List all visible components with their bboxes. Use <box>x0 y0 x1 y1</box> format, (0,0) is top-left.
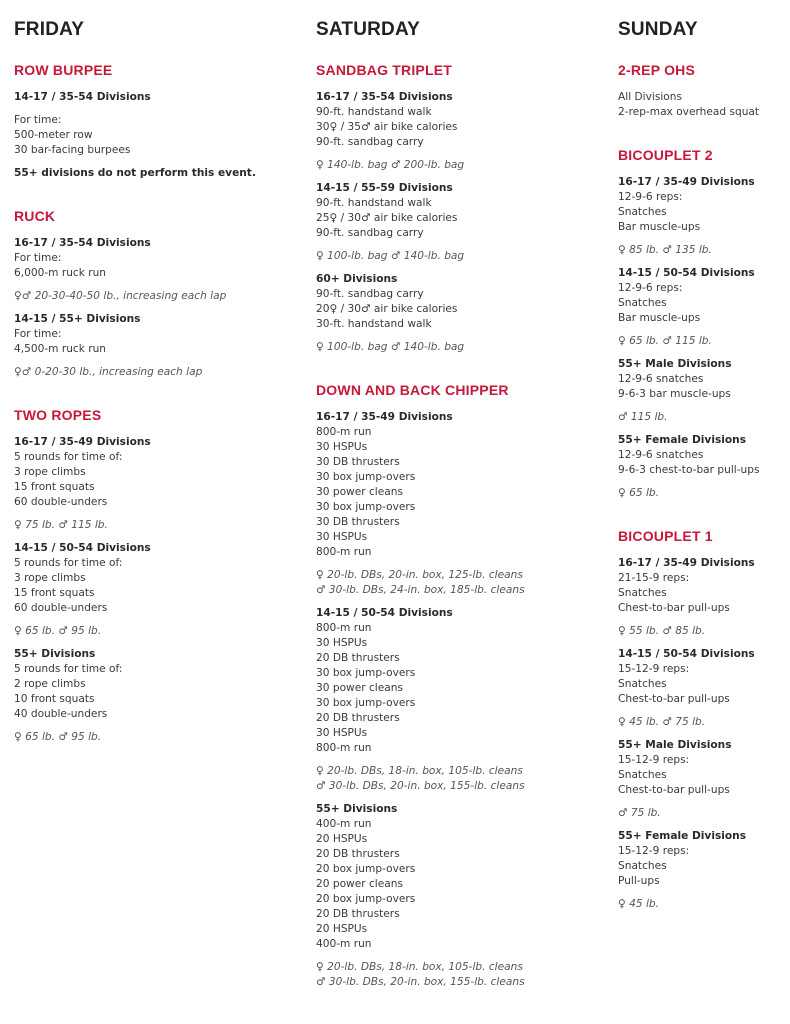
event-section <box>14 406 304 745</box>
weight-spec: ♀ 20-lb. DBs, 18-in. box, 105-lb. cleans <box>316 765 523 777</box>
division-label: 55+ Female Divisions <box>618 830 747 842</box>
column-saturday <box>316 0 606 990</box>
workout-line: 15 front squats <box>14 481 95 493</box>
weight-spec: ♀ 45 lb. <box>618 898 660 910</box>
event-section <box>618 527 788 912</box>
division-block <box>316 802 606 990</box>
division-block <box>618 829 788 912</box>
division-block <box>618 556 788 639</box>
division-label: 16-17 / 35-49 Divisions <box>618 176 755 188</box>
workout-line: 30 HSPUs <box>316 637 368 649</box>
column-sunday <box>618 0 788 912</box>
workout-line: 20 box jump-overs <box>316 893 416 905</box>
weight-spec: ♂ 30-lb. DBs, 20-in. box, 155-lb. cleans <box>316 976 525 988</box>
division-block <box>14 312 304 380</box>
weight-spec: ♂ 75 lb. <box>618 807 661 819</box>
division-label: 16-17 / 35-54 Divisions <box>14 237 151 249</box>
workout-line: Bar muscle-ups <box>618 221 701 233</box>
workout-line: 5 rounds for time of: <box>14 451 123 463</box>
division-block <box>618 647 788 730</box>
workout-line: 30 DB thrusters <box>316 516 400 528</box>
workout-line: Chest-to-bar pull-ups <box>618 784 730 796</box>
day-heading: SATURDAY <box>316 19 421 40</box>
weight-spec: ♀ 45 lb. ♂ 75 lb. <box>618 716 706 728</box>
workout-line: 400-m run <box>316 938 372 950</box>
workout-line: 20 box jump-overs <box>316 863 416 875</box>
workout-line: 30 power cleans <box>316 682 403 694</box>
event-note: 55+ divisions do not perform this event. <box>14 167 256 179</box>
workout-line: 9-6-3 bar muscle-ups <box>618 388 731 400</box>
weight-spec: ♀♂ 20-30-40-50 lb., increasing each lap <box>14 290 227 302</box>
workout-line: 15-12-9 reps: <box>618 845 690 857</box>
event-title: BICOUPLET 1 <box>618 528 713 544</box>
workout-line: For time: <box>14 114 62 126</box>
weight-spec: ♂ 115 lb. <box>618 411 668 423</box>
event-title: SANDBAG TRIPLET <box>316 62 452 78</box>
workout-line: Bar muscle-ups <box>618 312 701 324</box>
workout-line: 30 HSPUs <box>316 727 368 739</box>
division-label: 55+ Male Divisions <box>618 739 732 751</box>
workout-line: 12-9-6 reps: <box>618 282 683 294</box>
weight-spec: ♂ 30-lb. DBs, 20-in. box, 155-lb. cleans <box>316 780 525 792</box>
weight-spec: ♀ 85 lb. ♂ 135 lb. <box>618 244 712 256</box>
workout-line: 4,500-m ruck run <box>14 343 107 355</box>
weight-spec: ♀ 65 lb. <box>618 487 660 499</box>
workout-line: 30 power cleans <box>316 486 403 498</box>
event-section <box>618 146 788 501</box>
workout-line: Snatches <box>618 587 667 599</box>
workout-line: 12-9-6 reps: <box>618 191 683 203</box>
workout-line: For time: <box>14 328 62 340</box>
division-block <box>618 433 788 501</box>
workout-line: 20 DB thrusters <box>316 848 400 860</box>
division-label: 60+ Divisions <box>316 273 398 285</box>
workout-line: Snatches <box>618 297 667 309</box>
division-block <box>14 236 304 304</box>
day-heading: FRIDAY <box>14 19 85 40</box>
workout-line: 30 HSPUs <box>316 531 368 543</box>
workout-line: Chest-to-bar pull-ups <box>618 693 730 705</box>
workout-line: 30 bar-facing burpees <box>14 144 131 156</box>
workout-line: Snatches <box>618 769 667 781</box>
workout-line: 60 double-unders <box>14 602 108 614</box>
column-friday <box>14 0 304 745</box>
division-block <box>316 90 606 173</box>
workout-line: 20 DB thrusters <box>316 908 400 920</box>
workout-line: 15 front squats <box>14 587 95 599</box>
workout-line: All Divisions <box>618 91 682 103</box>
division-label: 16-17 / 35-49 Divisions <box>618 557 755 569</box>
division-label: 16-17 / 35-54 Divisions <box>316 91 453 103</box>
division-block <box>618 266 788 349</box>
event-section <box>14 61 304 181</box>
workout-line: 20 HSPUs <box>316 923 368 935</box>
division-block <box>14 647 304 745</box>
event-title: RUCK <box>14 208 56 224</box>
workout-line: 2-rep-max overhead squat <box>618 106 760 118</box>
workout-line: 90-ft. sandbag carry <box>316 136 424 148</box>
division-label: 55+ Divisions <box>316 803 398 815</box>
weight-spec: ♀ 20-lb. DBs, 20-in. box, 125-lb. cleans <box>316 569 523 581</box>
weight-spec: ♀ 140-lb. bag ♂ 200-lb. bag <box>316 159 465 171</box>
workout-line: 30 box jump-overs <box>316 471 416 483</box>
workout-line: 30-ft. handstand walk <box>316 318 432 330</box>
workout-line: 400-m run <box>316 818 372 830</box>
weight-spec: ♀ 20-lb. DBs, 18-in. box, 105-lb. cleans <box>316 961 523 973</box>
weight-spec: ♀ 65 lb. ♂ 95 lb. <box>14 625 102 637</box>
division-label: 14-15 / 50-54 Divisions <box>316 607 453 619</box>
division-block <box>14 90 304 181</box>
division-block <box>316 181 606 264</box>
event-title: ROW BURPEE <box>14 62 113 78</box>
workout-line: Snatches <box>618 206 667 218</box>
division-label: 14-15 / 50-54 Divisions <box>14 542 151 554</box>
division-label: 55+ Male Divisions <box>618 358 732 370</box>
workout-line: 3 rope climbs <box>14 572 86 584</box>
division-label: 14-15 / 55-59 Divisions <box>316 182 453 194</box>
workout-line: 20 DB thrusters <box>316 712 400 724</box>
division-label: 55+ Female Divisions <box>618 434 747 446</box>
workout-line: 25♀ / 30♂ air bike calories <box>316 212 458 224</box>
workout-line: 800-m run <box>316 742 372 754</box>
division-block <box>14 541 304 639</box>
day-heading: SUNDAY <box>618 19 698 40</box>
event-title: 2-REP OHS <box>618 62 696 78</box>
division-label: 14-17 / 35-54 Divisions <box>14 91 151 103</box>
workout-line: Pull-ups <box>618 875 660 887</box>
workout-line: 30 HSPUs <box>316 441 368 453</box>
workout-line: 500-meter row <box>14 129 93 141</box>
workout-line: 90-ft. sandbag carry <box>316 288 424 300</box>
division-block <box>618 90 788 120</box>
division-label: 14-15 / 55+ Divisions <box>14 313 141 325</box>
division-label: 55+ Divisions <box>14 648 96 660</box>
workout-line: 12-9-6 snatches <box>618 373 704 385</box>
workout-line: 20 HSPUs <box>316 833 368 845</box>
workout-line: 800-m run <box>316 426 372 438</box>
weight-spec: ♀ 65 lb. ♂ 95 lb. <box>14 731 102 743</box>
workout-line: 10 front squats <box>14 693 95 705</box>
weight-spec: ♀ 100-lb. bag ♂ 140-lb. bag <box>316 341 465 353</box>
weight-spec: ♂ 30-lb. DBs, 24-in. box, 185-lb. cleans <box>316 584 525 596</box>
workout-line: 9-6-3 chest-to-bar pull-ups <box>618 464 760 476</box>
weight-spec: ♀ 55 lb. ♂ 85 lb. <box>618 625 706 637</box>
workout-line: 30 box jump-overs <box>316 667 416 679</box>
workout-line: 800-m run <box>316 546 372 558</box>
workout-line: 15-12-9 reps: <box>618 663 690 675</box>
workout-line: 2 rope climbs <box>14 678 86 690</box>
workout-line: 6,000-m ruck run <box>14 267 107 279</box>
workout-line: 800-m run <box>316 622 372 634</box>
division-block <box>618 357 788 425</box>
workout-line: 90-ft. handstand walk <box>316 197 432 209</box>
workout-line: 3 rope climbs <box>14 466 86 478</box>
event-title: BICOUPLET 2 <box>618 147 713 163</box>
weight-spec: ♀ 75 lb. ♂ 115 lb. <box>14 519 108 531</box>
workout-line: 15-12-9 reps: <box>618 754 690 766</box>
workout-line: 90-ft. sandbag carry <box>316 227 424 239</box>
workout-line: Snatches <box>618 678 667 690</box>
division-block <box>618 738 788 821</box>
workout-line: 20 DB thrusters <box>316 652 400 664</box>
division-label: 14-15 / 50-54 Divisions <box>618 648 755 660</box>
workout-line: 30 box jump-overs <box>316 697 416 709</box>
event-section <box>316 381 606 990</box>
event-section <box>618 61 788 120</box>
event-section <box>316 61 606 355</box>
workout-line: 30 box jump-overs <box>316 501 416 513</box>
workout-line: 60 double-unders <box>14 496 108 508</box>
workout-line: 30♀ / 35♂ air bike calories <box>316 121 458 133</box>
event-title: TWO ROPES <box>14 407 102 423</box>
weight-spec: ♀♂ 0-20-30 lb., increasing each lap <box>14 366 203 378</box>
workout-line: For time: <box>14 252 62 264</box>
workout-line: 5 rounds for time of: <box>14 663 123 675</box>
division-block <box>14 435 304 533</box>
weight-spec: ♀ 100-lb. bag ♂ 140-lb. bag <box>316 250 465 262</box>
workout-line: 12-9-6 snatches <box>618 449 704 461</box>
division-label: 14-15 / 50-54 Divisions <box>618 267 755 279</box>
workout-line: 90-ft. handstand walk <box>316 106 432 118</box>
division-block <box>316 272 606 355</box>
workout-line: 30 DB thrusters <box>316 456 400 468</box>
division-block <box>316 606 606 794</box>
division-block <box>316 410 606 598</box>
workout-line: 20 power cleans <box>316 878 403 890</box>
division-block <box>618 175 788 258</box>
workout-line: Snatches <box>618 860 667 872</box>
event-section <box>14 207 304 380</box>
workout-line: Chest-to-bar pull-ups <box>618 602 730 614</box>
workout-line: 21-15-9 reps: <box>618 572 690 584</box>
workout-line: 40 double-unders <box>14 708 108 720</box>
division-label: 16-17 / 35-49 Divisions <box>14 436 151 448</box>
weight-spec: ♀ 65 lb. ♂ 115 lb. <box>618 335 712 347</box>
workout-line: 5 rounds for time of: <box>14 557 123 569</box>
event-title: DOWN AND BACK CHIPPER <box>316 382 509 398</box>
division-label: 16-17 / 35-49 Divisions <box>316 411 453 423</box>
workout-line: 20♀ / 30♂ air bike calories <box>316 303 458 315</box>
